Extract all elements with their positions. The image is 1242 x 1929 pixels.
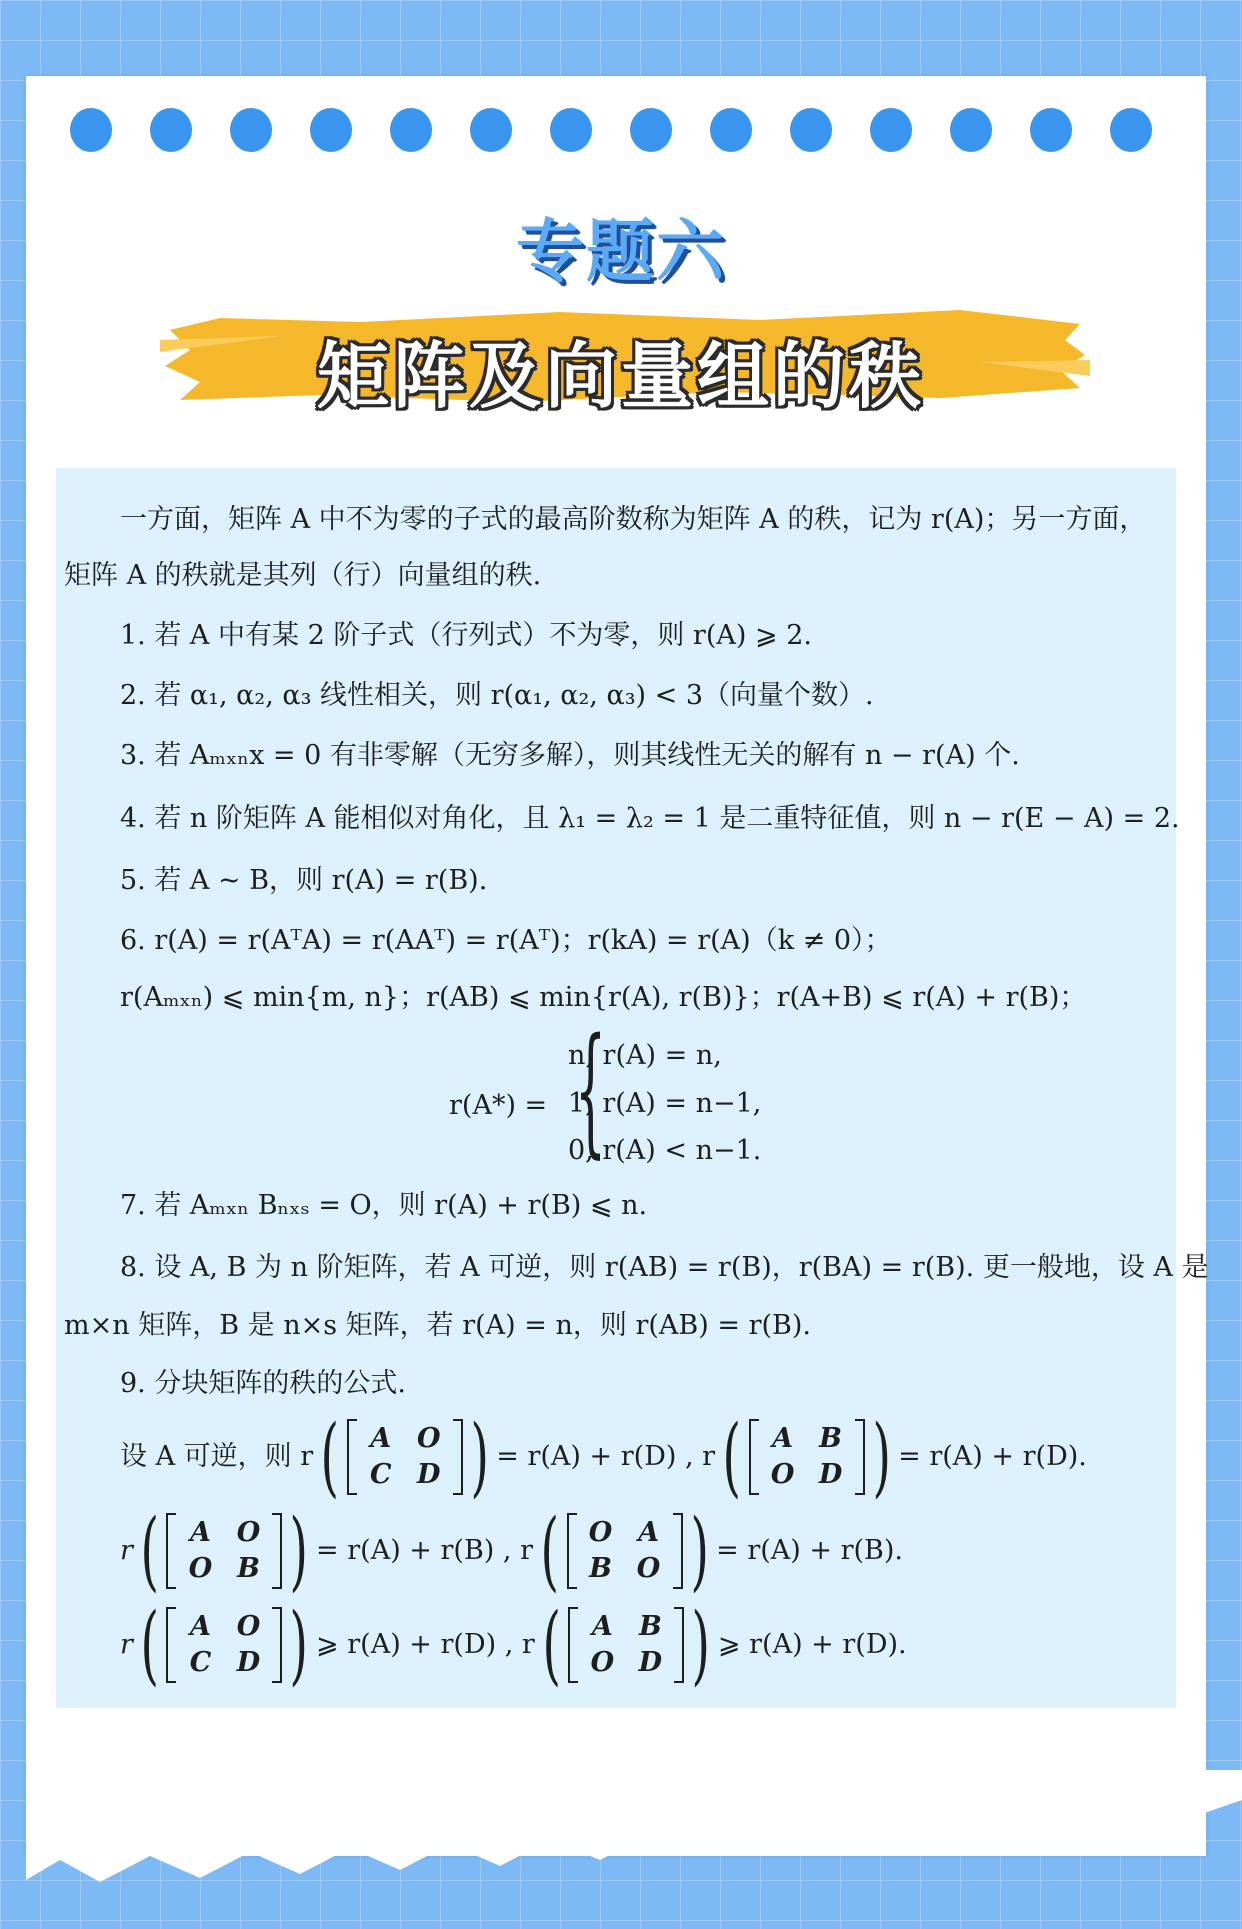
binder-hole (950, 108, 992, 152)
matrix-5 (176, 1609, 272, 1681)
block-row-2: r ( A O O B ) = r(A) + r(B) , r ( O A B O ) = r(A) + r(B). (120, 1501, 903, 1601)
matrix-entry: D (417, 1459, 441, 1490)
piecewise-case-2: 1, r(A) = n−1, (568, 1088, 762, 1119)
matrix-entry: D (236, 1647, 261, 1678)
piecewise-brace: { (574, 1009, 607, 1172)
torn-paper-edge (0, 1770, 1242, 1929)
binder-hole (1110, 108, 1152, 152)
block-row-1: 设 A 可逆，则 r ( A O C D ) = r(A) + r(D) , r ( A B O D ) = r(A) + r(D). (120, 1407, 1087, 1507)
matrix-entry: A (190, 1611, 211, 1642)
block-row1-prefix: 设 A 可逆，则 r (120, 1441, 314, 1472)
binder-hole (710, 108, 752, 152)
block-row2-r: r (120, 1535, 133, 1566)
item-5: 5. 若 A ~ B，则 r(A) = r(B). (120, 865, 488, 896)
item-6a: 6. r(A) = r(AᵀA) = r(AAᵀ) = r(Aᵀ)；r(kA) = r(A)（k ≠ 0）； (120, 925, 892, 956)
item-8a: 8. 设 A, B 为 n 阶矩阵，若 A 可逆，则 r(AB) = r(B)，r(BA) = r(B). 更一般地，设 A 是 (120, 1252, 1209, 1283)
matrix-entry: O (590, 1647, 615, 1678)
item-6b: r(Aₘₓₙ) ⩽ min{m, n}；r(AB) ⩽ min{r(A), r(B)}；r(A+B) ⩽ r(A) + r(B)； (120, 982, 1087, 1013)
block-row2-eq1: = r(A) + r(B) , r (316, 1535, 533, 1566)
matrix-4 (577, 1515, 673, 1587)
matrix-entry: A (190, 1517, 211, 1548)
binder-hole (70, 108, 112, 152)
matrix-entry: A (591, 1611, 613, 1642)
page-title: 矩阵及向量组的秩 (316, 334, 925, 418)
binder-hole (390, 108, 432, 152)
piecewise-case-1: n, r(A) = n, (568, 1040, 722, 1071)
matrix-entry: A (638, 1517, 660, 1548)
item-7: 7. 若 Aₘₓₙ Bₙₓₛ = O，则 r(A) + r(B) ⩽ n. (120, 1190, 648, 1221)
matrix-entry: D (638, 1647, 663, 1678)
matrix-entry: C (189, 1647, 212, 1678)
block-row1-eq2: = r(A) + r(D). (898, 1441, 1087, 1472)
matrix-entry: O (236, 1517, 261, 1548)
matrix-entry: D (818, 1459, 843, 1490)
matrix-entry: B (237, 1553, 260, 1584)
matrix-3 (176, 1515, 272, 1587)
item-9: 9. 分块矩阵的秩的公式. (120, 1368, 406, 1399)
binder-hole (870, 108, 912, 152)
binder-hole (230, 108, 272, 152)
matrix-entry: A (772, 1423, 794, 1454)
matrix-entry: O (588, 1517, 613, 1548)
binder-hole (310, 108, 352, 152)
block-row1-eq1: = r(A) + r(D) , r (496, 1441, 716, 1472)
matrix-entry: O (416, 1423, 441, 1454)
content-panel (56, 468, 1209, 1708)
intro-line-2: 矩阵 A 的秩就是其列（行）向量组的秩. (64, 560, 542, 591)
binder-hole (630, 108, 672, 152)
block-row-3: r ( A O C D ) ⩾ r(A) + r(D) , r ( A B O D ) ⩾ r(A) + r(D). (120, 1595, 907, 1695)
matrix-6 (578, 1609, 674, 1681)
item-8b: m×n 矩阵，B 是 n×s 矩阵，若 r(A) = n，则 r(AB) = r(B). (64, 1310, 811, 1341)
piecewise-lhs: r(A*) = (449, 1090, 548, 1121)
matrix-entry: B (589, 1553, 612, 1584)
matrix-entry: B (638, 1611, 662, 1642)
matrix-entry: C (369, 1459, 392, 1490)
binder-hole (1030, 108, 1072, 152)
subject-heading: 专题六 (515, 213, 726, 292)
matrix-1 (357, 1421, 453, 1493)
intro-line-1: 一方面，矩阵 A 中不为零的子式的最高阶数称为矩阵 A 的秩，记为 r(A)；另一方面， (120, 504, 1147, 535)
binder-hole (550, 108, 592, 152)
item-2: 2. 若 α₁, α₂, α₃ 线性相关，则 r(α₁, α₂, α₃) < 3（向量个数）. (120, 680, 874, 711)
binder-hole (470, 108, 512, 152)
matrix-entry: O (188, 1553, 213, 1584)
item-4: 4. 若 n 阶矩阵 A 能相似对角化，且 λ₁ = λ₂ = 1 是二重特征值，则 n − r(E − A) = 2. (120, 803, 1180, 834)
block-row3-eq1: ⩾ r(A) + r(D) , r (316, 1629, 535, 1660)
item-1: 1. 若 A 中有某 2 阶子式（行列式）不为零，则 r(A) ⩾ 2. (120, 620, 812, 651)
block-row3-r: r (120, 1629, 133, 1660)
matrix-entry: O (636, 1553, 661, 1584)
binder-hole (790, 108, 832, 152)
block-row3-eq2: ⩾ r(A) + r(D). (717, 1629, 907, 1660)
block-row2-eq2: = r(A) + r(B). (716, 1535, 903, 1566)
item-3: 3. 若 Aₘₓₙx = 0 有非零解（无穷多解），则其线性无关的解有 n − r(A) 个. (120, 740, 1020, 771)
matrix-entry: O (770, 1459, 795, 1490)
piecewise-case-3: 0, r(A) < n−1. (568, 1135, 762, 1166)
matrix-entry: A (370, 1423, 392, 1454)
matrix-entry: B (819, 1423, 842, 1454)
matrix-entry: O (236, 1611, 261, 1642)
binder-hole (150, 108, 192, 152)
matrix-2 (759, 1421, 855, 1493)
